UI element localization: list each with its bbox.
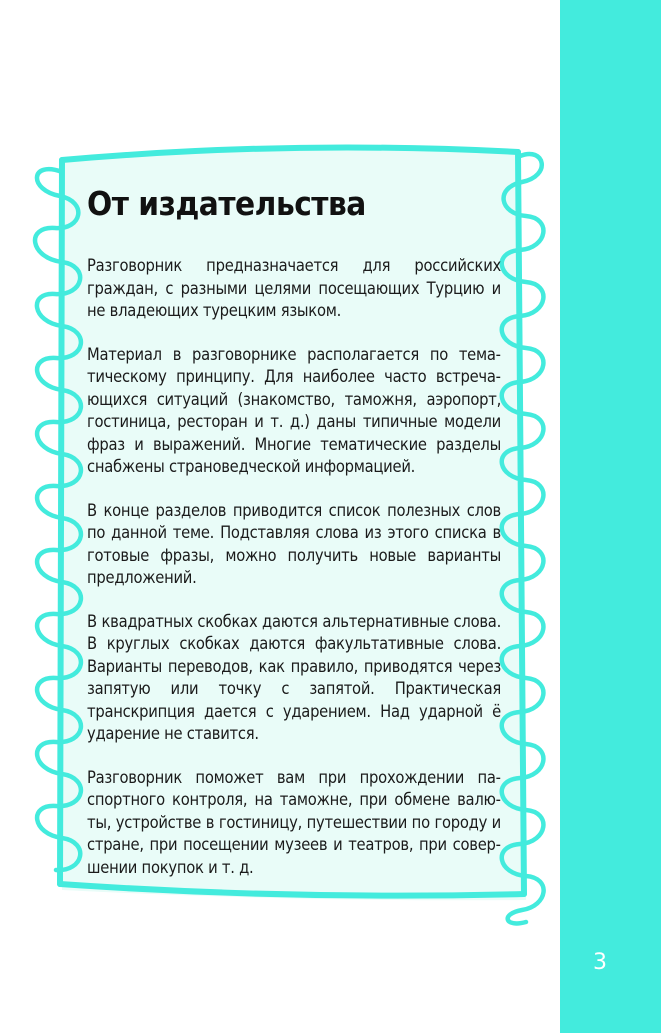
note-paragraph: В конце разделов приводится список полезных слов по данной теме. Подставляя слова из этого списка в готовые фразы, можно получить новые варианты предложений. (87, 500, 501, 587)
note-paragraph: В квадратных скобках даются альтернативные слова. В круглых скобках даются факультативные слова. Варианты переводов, как правило, приводятся через запятую или точку с запятой. Практическая транскрипция дается с ударением. Над ударной ё ударение не ставится. (87, 611, 501, 743)
note-paragraph: Материал в разговорнике располагается по тематическому принципу. Для наиболее часто встречающихся ситуаций (знакомство, таможня, аэропорт, гостиница, ресторан и т. д.) даны типичные модели фраз и выражений. Многие тематические разделы снабжены страноведческой информацией. (87, 344, 501, 476)
page-number: 3 (593, 950, 607, 975)
note-title: От издательства (87, 184, 366, 223)
note-paragraph: Разговорник поможет вам при прохождении паспортного контроля, на таможне, при обмене валюты, устройстве в гостиницу, путешествии по городу и стране, при посещении музеев и театров, при совершении покупок и т. д. (87, 767, 501, 877)
publisher-note (87, 183, 501, 900)
note-paragraph: Разговорник предназначается для российских граждан, с разными целями посещающих Турцию и не владеющих турецким языком. (87, 256, 501, 320)
